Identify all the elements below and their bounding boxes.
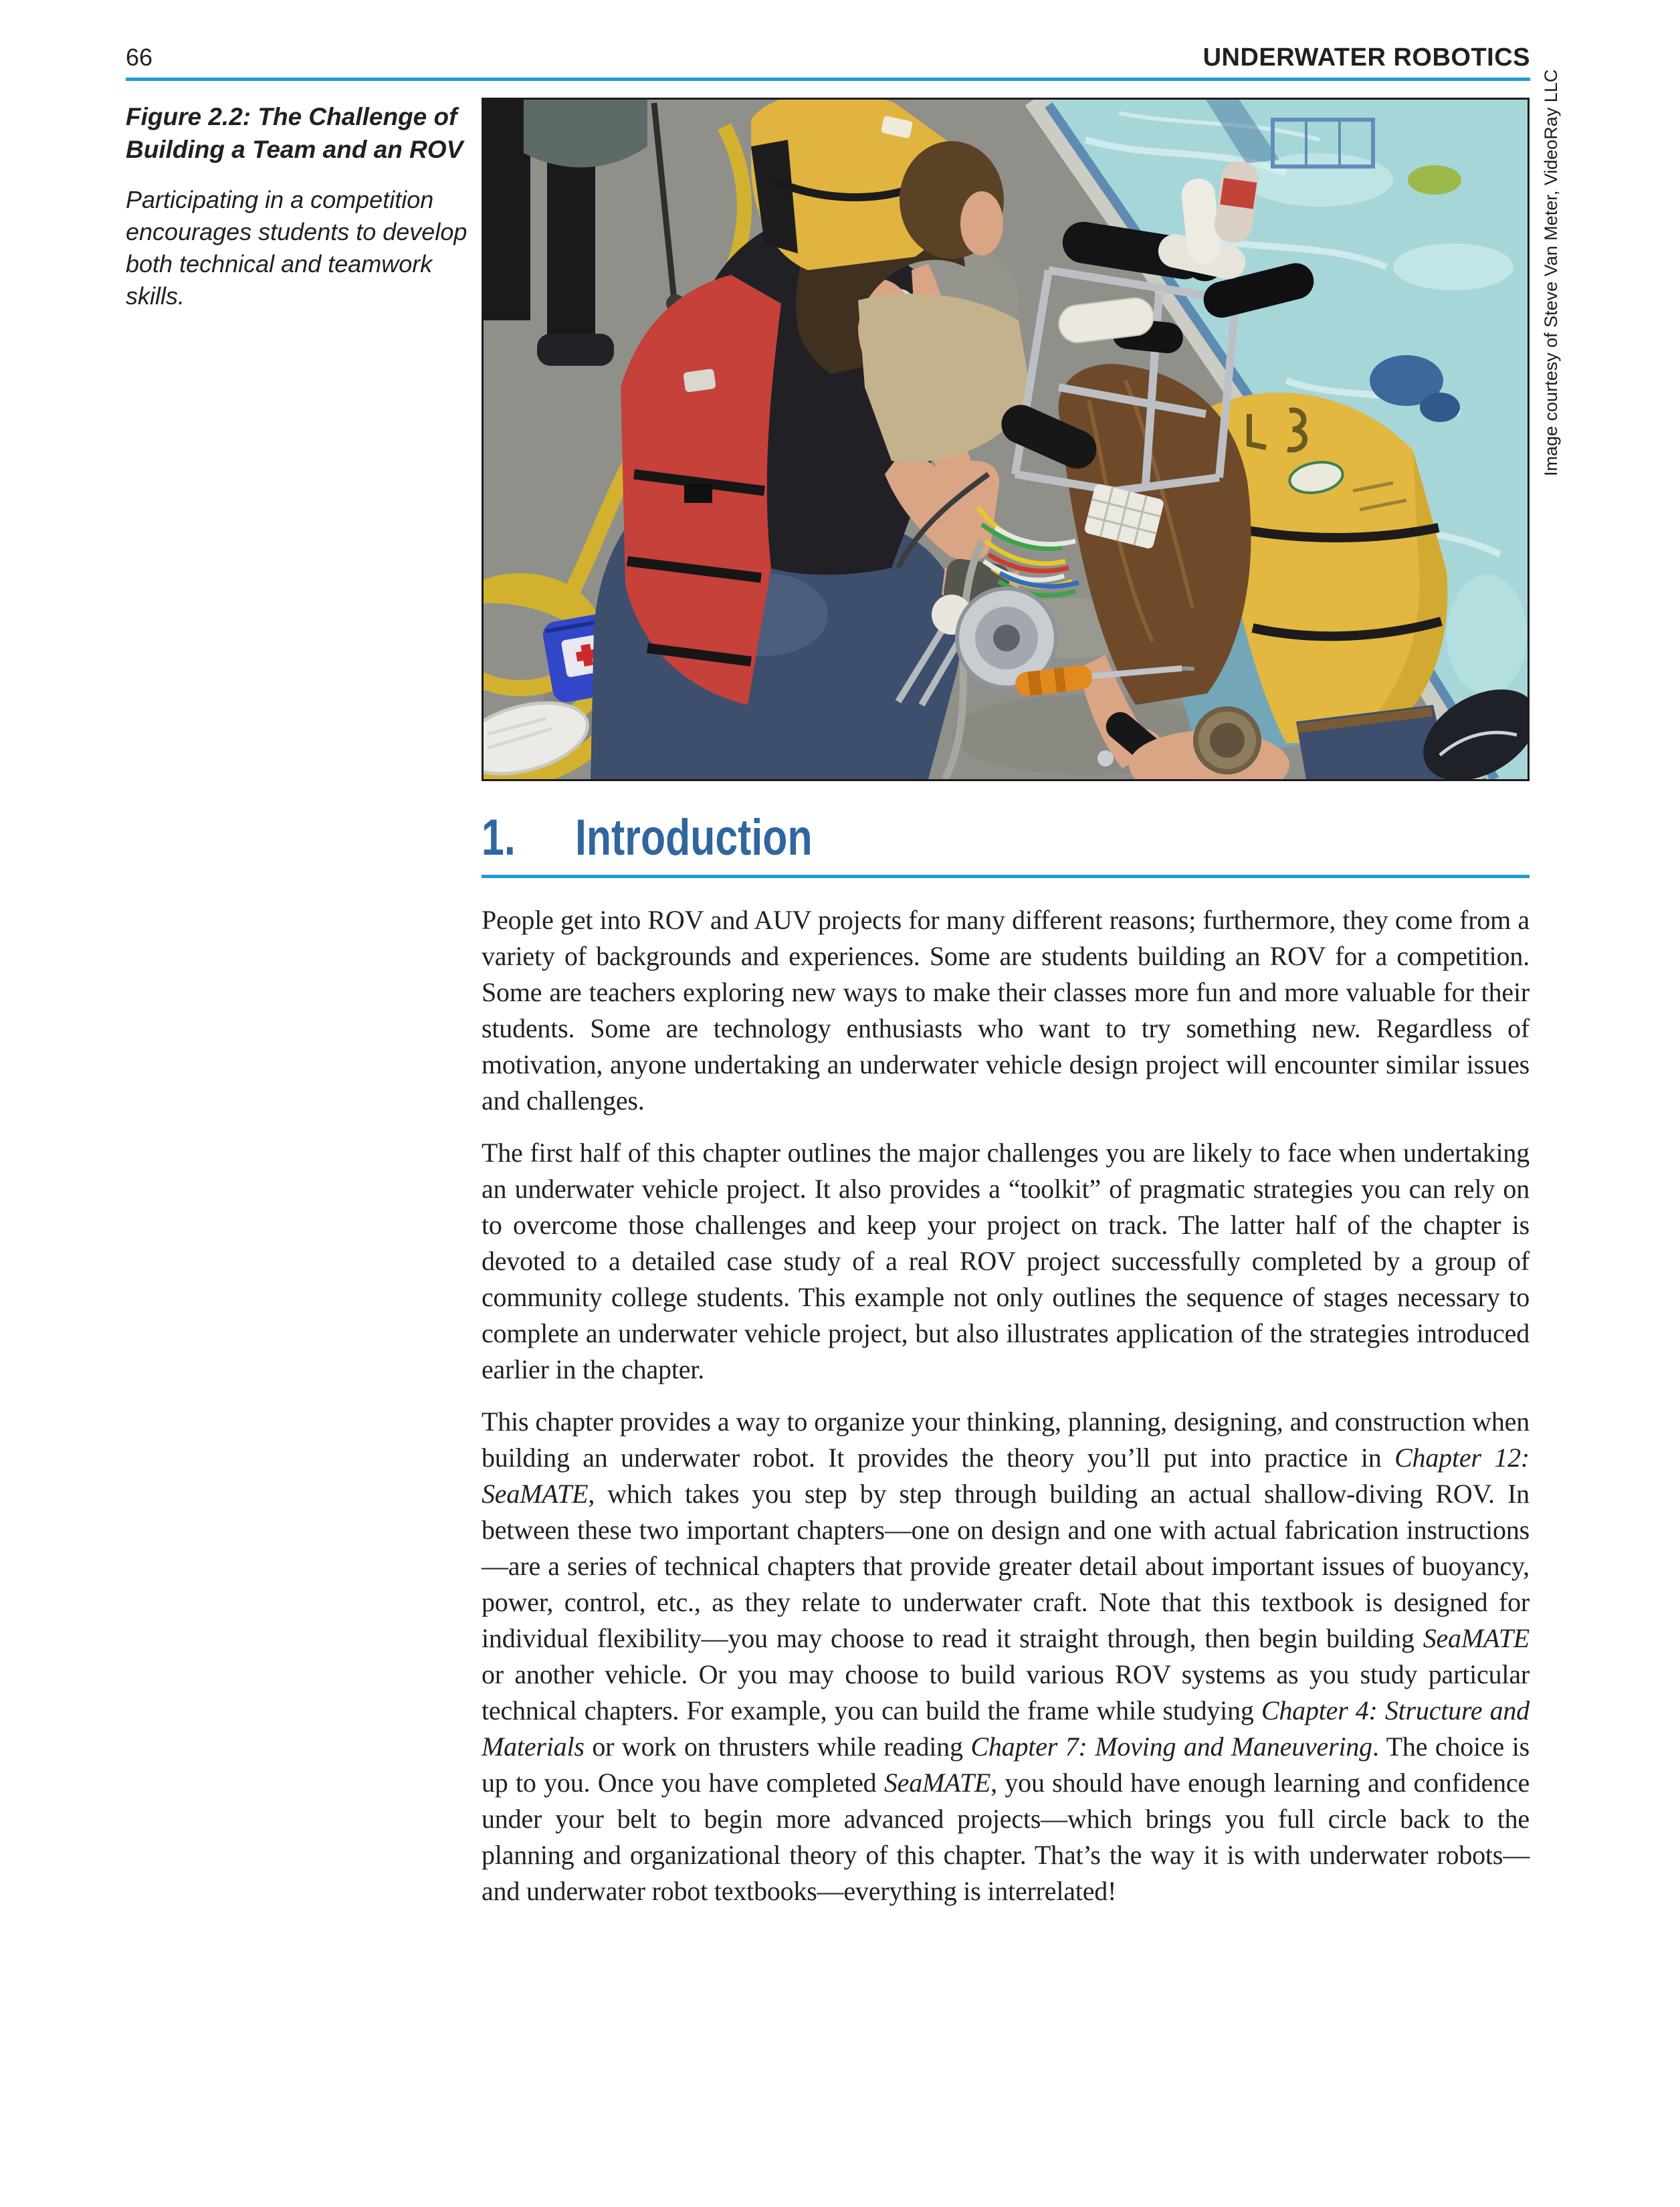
photo-credit: Image courtesy of Steve Van Meter, VideoRay LLC: [1541, 69, 1561, 476]
body-text: [482, 902, 1530, 1909]
section-heading: [482, 811, 1530, 865]
photo-illustration: [484, 100, 1528, 779]
running-title: UNDERWATER ROBOTICS: [1202, 43, 1530, 72]
figure-caption-text: Participating in a competition encourages students to develop both technical and teamwork skills.: [126, 186, 467, 310]
figure-caption-title: Figure 2.2: The Challenge of Building a Team and an ROV: [126, 103, 463, 163]
section-number: 1.: [482, 809, 516, 866]
paragraph: People get into ROV and AUV projects for many different reasons; furthermore, they come from a variety of backgrounds and experiences. Some are students building an ROV for a competition. Some are teachers exploring new ways to make their classes more fun and more valuable for their students. Some are technology enthusiasts who want to try something new. Regardless of motivation, anyone undertaking an underwater vehicle design project will encounter similar issues and challenges.: [482, 905, 1530, 1116]
paragraph: This chapter provides a way to organize your thinking, planning, designing, and construction when building an underwater robot. It provides the theory you’ll put into practice in Chapter 12: SeaMATE, which takes you step by step through building an actual shallow-diving ROV. In between these two important chapters—one on design and one with actual fabrication instructions—are a series of technical chapters that provide greater detail about important issues of buoyancy, power, control, etc., as they relate to underwater craft. Note that this textbook is designed for individual flexibility—you may choose to read it straight through, then begin building SeaMATE or another vehicle. Or you may choose to build various ROV systems as you study particular technical chapters. For example, you can build the frame while studying Chapter 4: Structure and Materials or work on thrusters while reading Chapter 7: Moving and Maneuvering. The choice is up to you. Once you have completed SeaMATE, you should have enough learning and confidence under your belt to begin more advanced projects—which brings you full circle back to the planning and organizational theory of this chapter. That’s the way it is with underwater robots—and underwater robot textbooks—everything is interrelated!: [482, 1406, 1530, 1906]
figure-caption: [126, 100, 468, 312]
header-rule: [126, 78, 1530, 81]
main-column: [482, 811, 1530, 1925]
figure-photo: [482, 98, 1530, 781]
section-rule: [482, 875, 1530, 878]
section-title: Introduction: [575, 809, 813, 866]
page-number: 66: [126, 43, 153, 71]
paragraph: The first half of this chapter outlines the major challenges you are likely to face when undertaking an underwater vehicle project. It also provides a “toolkit” of pragmatic strategies you can rely on to overcome those challenges and keep your project on track. The latter half of the chapter is devoted to a detailed case study of a real ROV project successfully completed by a group of community college students. This example not only outlines the sequence of stages necessary to complete an underwater vehicle project, but also illustrates application of the strategies introduced earlier in the chapter.: [482, 1138, 1530, 1384]
deck-drain: [1196, 709, 1259, 772]
